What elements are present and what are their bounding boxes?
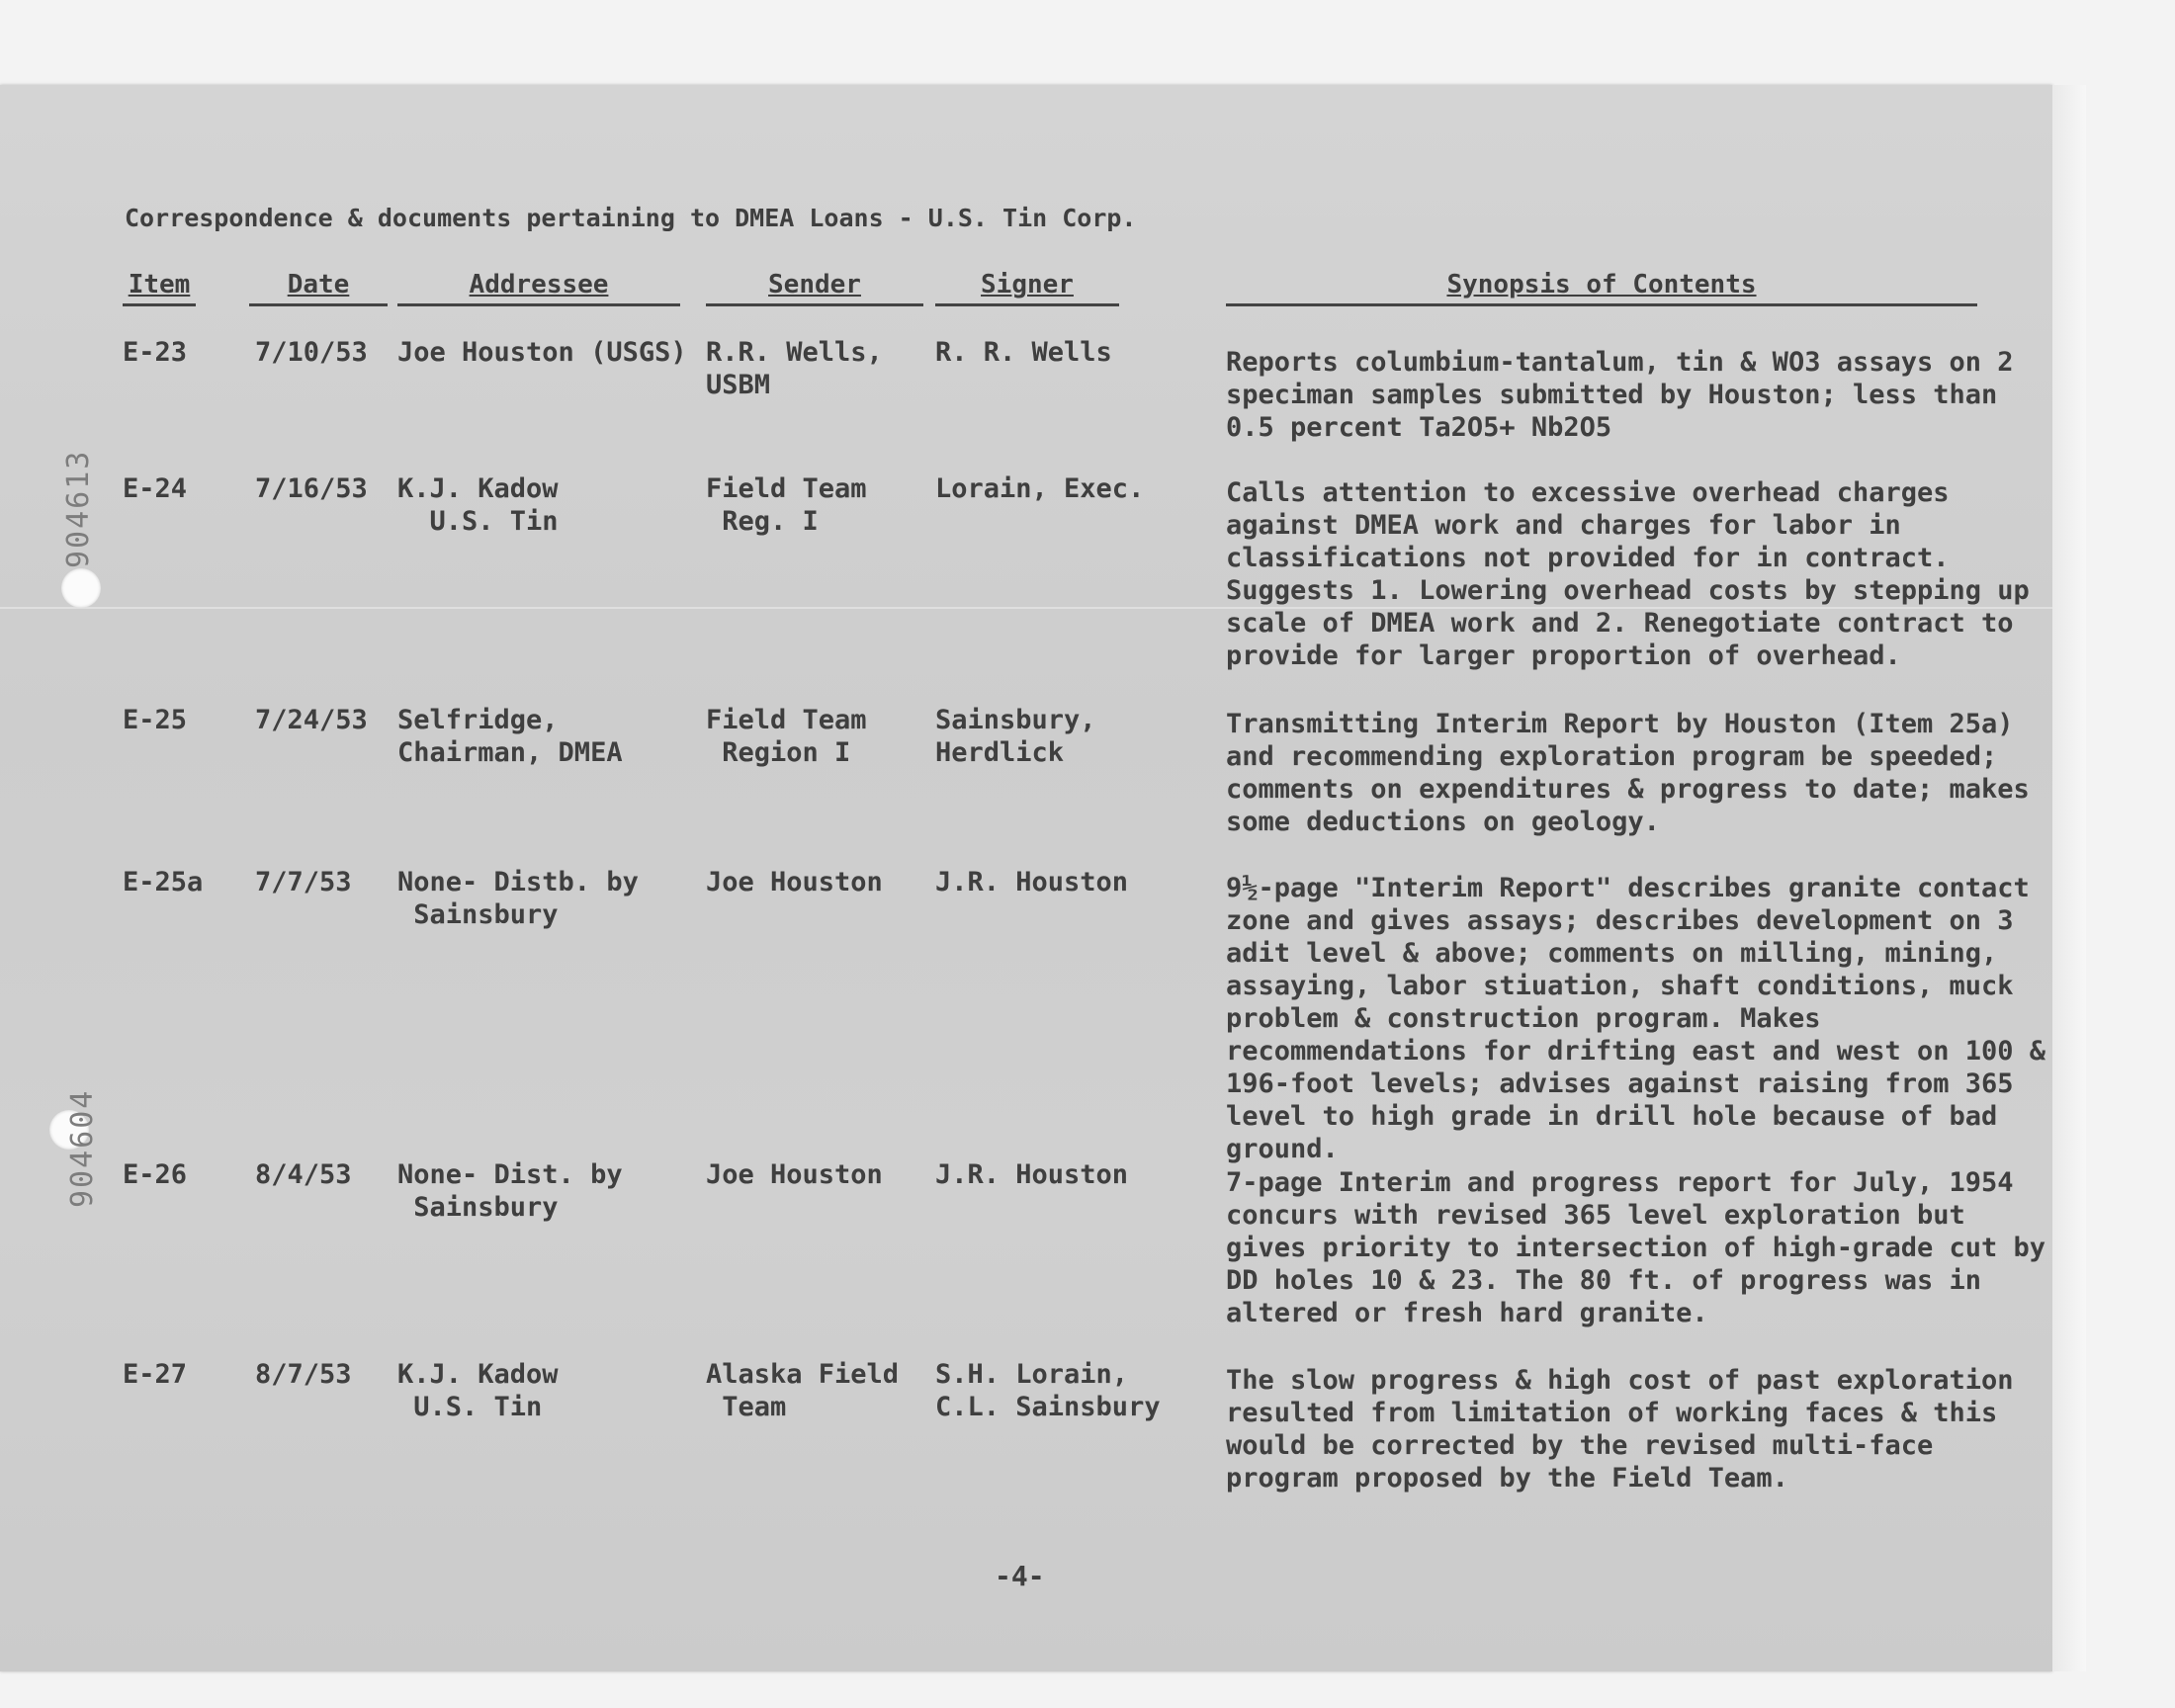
page-edge: [2052, 85, 2086, 1671]
table-cell-date: 7/16/53: [255, 473, 368, 504]
table-cell-signer: S.H. Lorain, C.L. Sainsbury: [935, 1359, 1161, 1422]
table-cell-item: E-27: [123, 1359, 188, 1390]
table-cell-date: 7/24/53: [255, 705, 368, 735]
column-header-label: Addressee: [469, 270, 609, 299]
table-cell-signer: Lorain, Exec.: [935, 473, 1145, 504]
column-header-synopsis: [1226, 270, 1977, 306]
table-cell-sender: R.R. Wells, USBM: [706, 337, 883, 400]
column-header-sender: [706, 270, 923, 306]
column-header-label: Signer: [981, 270, 1074, 299]
table-cell-date: 7/7/53: [255, 867, 352, 897]
column-header-label: Item: [128, 270, 191, 299]
table-cell-item: E-25: [123, 705, 188, 735]
table-cell-date: 7/10/53: [255, 337, 368, 368]
table-cell-item: E-25a: [123, 867, 204, 897]
table-cell-signer: Sainsbury, Herdlick: [935, 705, 1096, 768]
column-header-label: Sender: [768, 270, 861, 299]
document-title: Correspondence & documents pertaining to DMEA Loans - U.S. Tin Corp.: [125, 204, 1137, 232]
table-cell-addressee: K.J. Kadow U.S. Tin: [397, 473, 559, 537]
table-cell-date: 8/4/53: [255, 1159, 352, 1190]
table-cell-addressee: K.J. Kadow U.S. Tin: [397, 1359, 559, 1422]
table-cell-synopsis: Transmitting Interim Report by Houston (Item 25a) and recommending exploration program be speeded; comments on expenditures & progress to date; makes some deductions on geology.: [1226, 709, 2030, 837]
table-cell-sender: Alaska Field Team: [706, 1359, 900, 1422]
table-cell-sender: Field Team Reg. I: [706, 473, 867, 537]
column-header-signer: [935, 270, 1119, 306]
punch-hole: [61, 568, 101, 608]
table-cell-synopsis: 7-page Interim and progress report for July, 1954 concurs with revised 365 level exploration but gives priority to intersection of high-grade cut by DD holes 10 & 23. The 80 ft. of progress was in altered or fresh hard granite.: [1226, 1167, 2046, 1328]
column-header-label: Synopsis of Contents: [1446, 270, 1757, 299]
margin-stamp: 904613: [61, 449, 96, 568]
margin-stamp: 904604: [65, 1088, 100, 1208]
table-cell-synopsis: Reports columbium-tantalum, tin & WO3 assays on 2 speciman samples submitted by Houston; less than 0.5 percent Ta2O5+ Nb2O5: [1226, 347, 2014, 443]
table-cell-synopsis: The slow progress & high cost of past exploration resulted from limitation of working faces & this would be corrected by the revised multi-face program proposed by the Field Team.: [1226, 1365, 2014, 1494]
table-cell-addressee: None- Distb. by Sainsbury: [397, 867, 639, 930]
table-cell-signer: R. R. Wells: [935, 337, 1112, 368]
table-cell-sender: Joe Houston: [706, 1159, 883, 1190]
table-cell-sender: Joe Houston: [706, 867, 883, 897]
column-header-label: Date: [287, 270, 350, 299]
table-cell-item: E-26: [123, 1159, 188, 1190]
table-cell-date: 8/7/53: [255, 1359, 352, 1390]
table-cell-addressee: Selfridge, Chairman, DMEA: [397, 705, 623, 768]
table-cell-synopsis: 9½-page "Interim Report" describes granite contact zone and gives assays; describes development on 3 adit level & above; comments on milling, mining, assaying, labor stiuation, shaft conditions, muck problem & construction program. Makes recommendations for drifting east and west on 100 & 196-foot levels; advises against raising from 365 level to high grade in drill hole because of bad ground.: [1226, 873, 2046, 1164]
column-header-item: [123, 270, 196, 306]
column-header-addressee: [397, 270, 680, 306]
table-cell-signer: J.R. Houston: [935, 867, 1129, 897]
table-cell-signer: J.R. Houston: [935, 1159, 1129, 1190]
page-number: -4-: [995, 1560, 1045, 1592]
table-cell-addressee: Joe Houston (USGS): [397, 337, 687, 368]
table-cell-addressee: None- Dist. by Sainsbury: [397, 1159, 623, 1223]
table-cell-sender: Field Team Region I: [706, 705, 867, 768]
table-cell-item: E-23: [123, 337, 188, 368]
table-cell-item: E-24: [123, 473, 188, 504]
column-header-date: [249, 270, 388, 306]
table-cell-synopsis: Calls attention to excessive overhead charges against DMEA work and charges for labor in classifications not provided for in contract. Suggests 1. Lowering overhead costs by stepping up scale of DMEA work and 2. Renegotiate contract to provide for larger proportion of overhead.: [1226, 477, 2030, 671]
